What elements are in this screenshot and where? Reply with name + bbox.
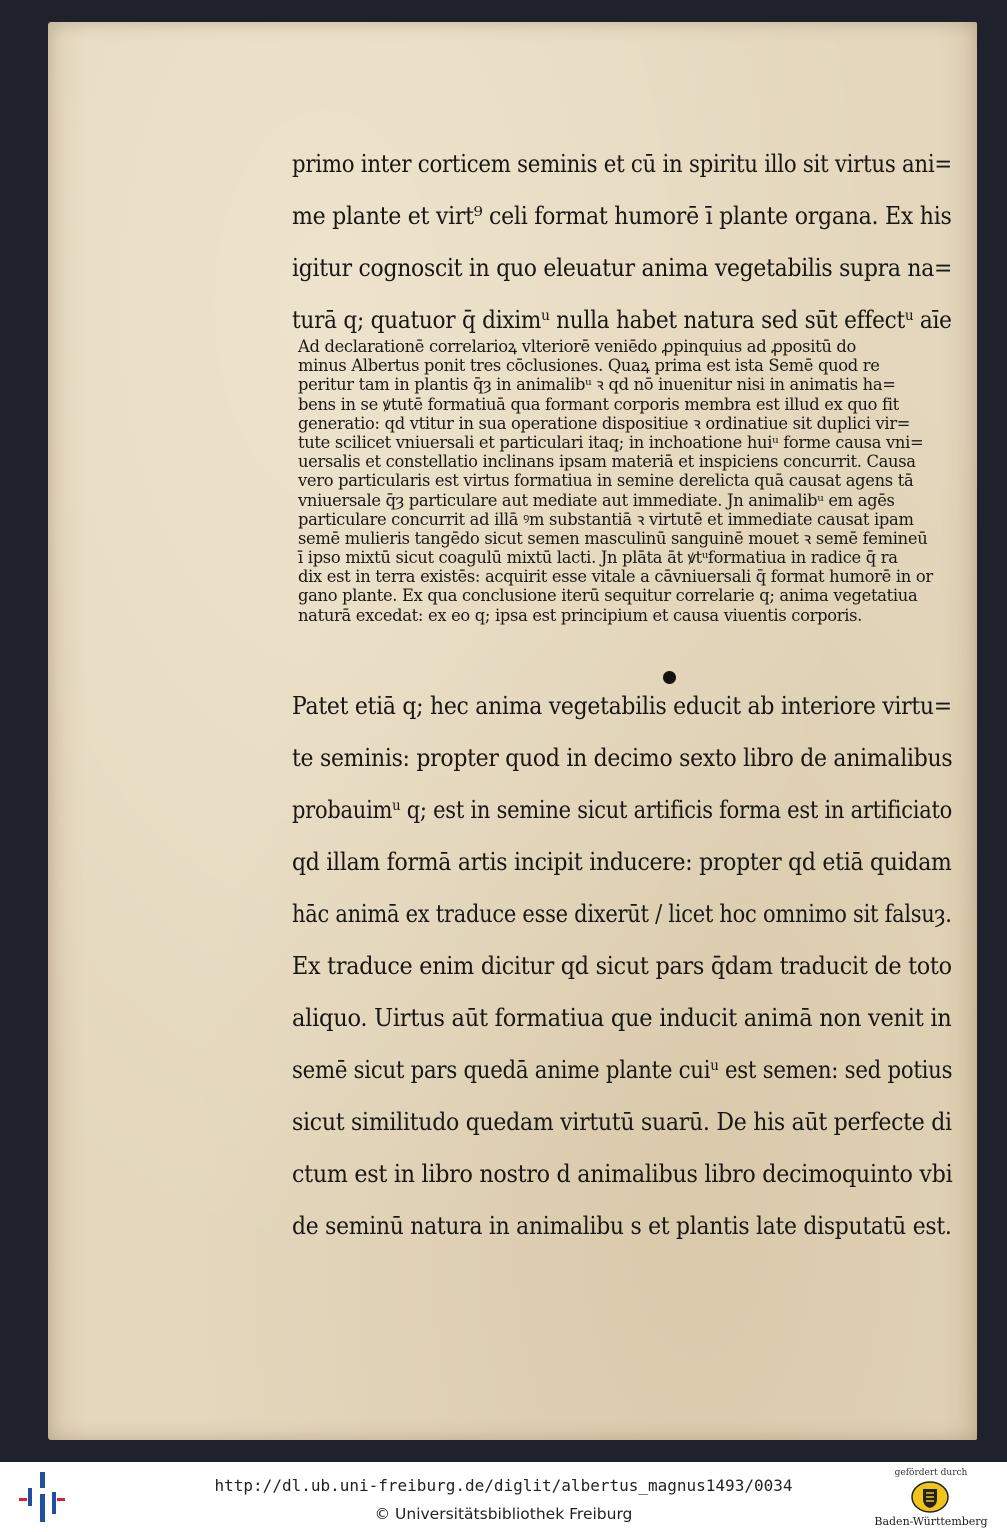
sponsor-badge (872, 1467, 990, 1529)
text-line: semē sicut pars quedā anime plante cuiᵘ est semen: sed potius (292, 1055, 953, 1084)
sponsor-label: gefördert durch (894, 1468, 968, 1478)
coat-of-arms-icon (910, 1480, 950, 1514)
paragraph-2-commentary (298, 337, 954, 625)
text-line: igitur cognoscit in quo eleuatur anima vegetabilis supra na= (292, 253, 953, 282)
text-line: dix est in terra existēs: acquirit esse vitale a cāvniuersali q̄ format humorē in or (298, 567, 933, 587)
text-line: peritur tam in plantis q̄ȝ in animalibᵘ ꝛ qd nō inuenitur nisi in animatis ha= (298, 375, 896, 395)
text-line: tute scilicet vniuersali et particulari itaq; in inchoatione huiᵘ forme causa vni= (298, 432, 924, 452)
paragraph-1 (292, 138, 952, 346)
text-line: minus Albertus ponit tres cōclusiones. Quaꝝ prima est ista Semē quod re (298, 356, 880, 376)
text-line: de seminū natura in animalibu s et plantis late disputatū est. (292, 1211, 952, 1240)
footer-bar (0, 1462, 1007, 1532)
copyright-notice: © Universitätsbibliothek Freiburg (374, 1505, 633, 1523)
text-line: bens in se ꝟtutē formatiuā qua formant corporis membra est illud ex quo fit (298, 394, 899, 414)
text-line: hāc animā ex traduce esse dixerūt / licet hoc omnimo sit falsuȝ. (292, 899, 952, 928)
text-line: vniuersale q̄ȝ particulare aut mediate aut immediate. Jn animalibᵘ em agēs (298, 490, 895, 510)
text-line: probauimᵘ q; est in semine sicut artificis forma est in artificiato (292, 795, 953, 824)
text-line: aliquo. Uirtus aūt formatiua que inducit animā non venit in (292, 1003, 952, 1032)
text-line: naturā excedat: ex eo q; ipsa est principium et causa viuentis corporis. (298, 605, 863, 625)
text-line: uersalis et constellatio inclinans ipsam materiā et inspiciens concurrit. Causa (298, 452, 916, 472)
text-line: gano plante. Ex qua conclusione iterū sequitur correlarie q; anima vegetatiua (298, 586, 918, 606)
text-line: Patet etiā q; hec anima vegetabilis educit ab interiore virtu= (292, 691, 952, 720)
paragraph-3 (292, 680, 952, 1252)
text-line: me plante et virt⁹ celi format humorē ī plante organa. Ex his (292, 201, 952, 230)
text-line: te seminis: propter quod in decimo sexto libro de animalibus (292, 743, 953, 772)
text-line: qd illam formā artis incipit inducere: propter qd etiā quidam (292, 847, 952, 876)
text-line: Ex traduce enim dicitur qd sicut pars q̄dam traducit de toto (292, 951, 952, 980)
text-line: primo inter corticem seminis et cū in spiritu illo sit virtus ani= (292, 149, 952, 178)
text-line: ī ipso mixtū sicut coagulū mixtū lacti. Jn plāta āt ꝟtᵘformatiua in radice q̄ ra (298, 548, 898, 568)
text-line: vero particularis est virtus formatiua in semine derelicta quā causat agens tā (298, 471, 914, 491)
source-url-link[interactable]: http://dl.ub.uni-freiburg.de/diglit/albertus_magnus1493/0034 (214, 1476, 793, 1495)
text-line: turā q; quatuor q̄ diximᵘ nulla habet natura sed sūt effectᵘ aīe (292, 305, 952, 334)
text-line: generatio: qd vtitur in sua operatione dispositiue ꝛ ordinatiue sit duplici vir= (298, 413, 911, 433)
text-line: particulare concurrit ad illā ꝰm substantiā ꝛ virtutē et immediate causat ipam (298, 509, 914, 529)
text-line: semē mulieris tangēdo sicut semen masculinū sanguinē mouet ꝛ semē femineū (298, 528, 928, 548)
sponsor-name: Baden-Württemberg (874, 1515, 988, 1528)
text-line: sicut similitudo quedam virtutū suarū. De his aūt perfecte di (292, 1107, 952, 1136)
text-line: ctum est in libro nostro d animalibus libro decimoquinto vbi (292, 1159, 953, 1188)
text-line: Ad declarationē correlarioꝝ vlteriorē veniēdo ꝓpinquius ad ꝓpositū do (298, 337, 857, 356)
